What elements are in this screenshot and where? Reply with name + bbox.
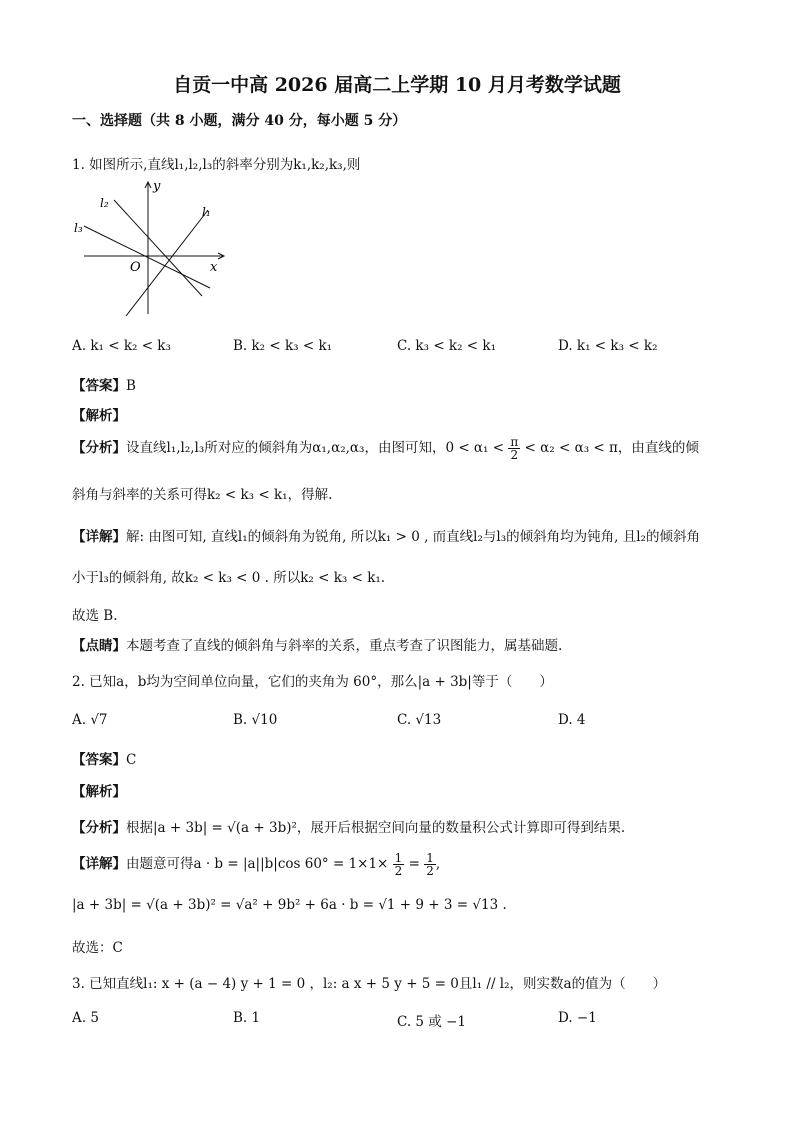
q3-option-c: C. 5 或 −1 [397,1014,467,1030]
frac-num: 1 [394,851,403,865]
q2-xiangjie-line1 [72,852,440,877]
q1-analysis-tag: 【解析】 [72,408,126,424]
fraction-one-half [393,852,405,877]
fenxi-tag: 【分析】 [72,820,126,836]
frac-den: 2 [426,864,434,878]
dianjing-text: 本题考查了直线的倾斜角与斜率的关系，重点考查了识图能力，属基础题. [126,638,563,654]
origin-label: O [130,260,141,275]
q1-fenxi-line2: 斜角与斜率的关系可得k₂ < k₃ < k₁，得解. [72,487,333,503]
frac-num: π [510,435,519,449]
q1-option-b: B. k₂ < k₃ < k₁ [233,338,333,354]
fraction-pi-over-2 [508,436,520,461]
answer-value: C [126,752,137,768]
answer-value: B [126,378,136,394]
line-l2 [114,200,202,296]
frac-num: 1 [426,851,434,865]
q1-xiangjie-line1 [72,525,700,545]
q3-option-b: B. 1 [233,1010,261,1026]
xiangjie-tag: 【详解】 [72,856,126,872]
q1-option-a: A. k₁ < k₂ < k₃ [72,338,171,354]
q1-fenxi-line1 [72,436,699,461]
q2-xiangjie-line2: |a + 3b| = √(a + 3b)² = √a² + 9b² + 6a · b = √1 + 9 + 3 = √13 . [72,897,507,913]
y-axis-label: y [153,179,161,194]
q2-option-d: D. 4 [558,712,586,728]
question-1-stem: 1. 如图所示,直线l₁,l₂,l₃的斜率分别为k₁,k₂,k₃,则 [72,157,361,173]
q3-option-a: A. 5 [72,1010,99,1026]
q2-option-a: A. √7 [72,712,108,728]
q1-option-d: D. k₁ < k₃ < k₂ [558,338,658,354]
question-2-stem: 2. 已知a，b均为空间单位向量，它们的夹角为 60°，那么|a + 3b|等于（ ） [72,674,553,690]
question-3-stem: 3. 已知直线l₁: x + (a − 4) y + 1 = 0 ，l₂: a x + 5 y + 5 = 0且l₁ // l₂，则实数a的值为（ ） [72,976,667,992]
q1-option-c: C. k₃ < k₂ < k₁ [397,338,496,354]
q1-answer [72,374,136,394]
fraction-one-half-result [424,852,436,877]
q1-xiangjie-line2: 小于l₃的倾斜角, 故k₂ < k₃ < 0 . 所以k₂ < k₃ < k₁. [72,570,386,586]
fenxi-text-cont: < α₂ < α₃ < π，由直线的倾 [524,440,699,456]
page-title: 自贡一中高 2026 届高二上学期 10 月月考数学试题 [173,74,621,96]
xiangjie-tag: 【详解】 [72,529,126,545]
q1-dianjing [72,634,562,654]
line-slope-figure [74,178,234,328]
q2-option-b: B. √10 [233,712,278,728]
q3-option-d: D. −1 [558,1010,597,1026]
section-heading: 一、选择题（共 8 小题，满分 40 分，每小题 5 分） [72,113,407,129]
fenxi-text: 根据|a + 3b| = √(a + 3b)²，展开后根据空间向量的数量积公式计算即可得到结果. [126,820,626,836]
fenxi-text: 设直线l₁,l₂,l₃所对应的倾斜角为α₁,α₂,α₃，由图可知，0 < α₁ < [126,440,505,456]
q2-option-c: C. √13 [397,712,442,728]
frac-den: 2 [394,864,403,878]
q1-conclusion: 故选 B. [72,608,118,624]
dianjing-tag: 【点睛】 [72,638,126,654]
answer-tag: 【答案】 [72,378,126,394]
x-axis-label: x [210,260,218,275]
frac-den: 2 [510,448,519,462]
q2-fenxi [72,816,625,836]
q2-answer [72,748,136,768]
q2-analysis-tag: 【解析】 [72,784,126,800]
xiangjie-text: 解: 由图可知, 直线l₁的倾斜角为锐角, 所以k₁ > 0 , 而直线l₂与l₃的倾斜角均为钝角, 且l₂的倾斜角 [126,529,700,545]
l2-label: l₂ [100,196,109,210]
answer-tag: 【答案】 [72,752,126,768]
fenxi-tag: 【分析】 [72,440,126,456]
comma: , [435,856,441,872]
q2-conclusion: 故选：C [72,940,123,956]
l1-label: l₁ [202,205,211,219]
xiangjie-text: 由题意可得a · b = |a||b|cos 60° = 1×1× [126,856,389,872]
l3-label: l₃ [74,221,83,235]
equals-sign: = [408,856,420,872]
